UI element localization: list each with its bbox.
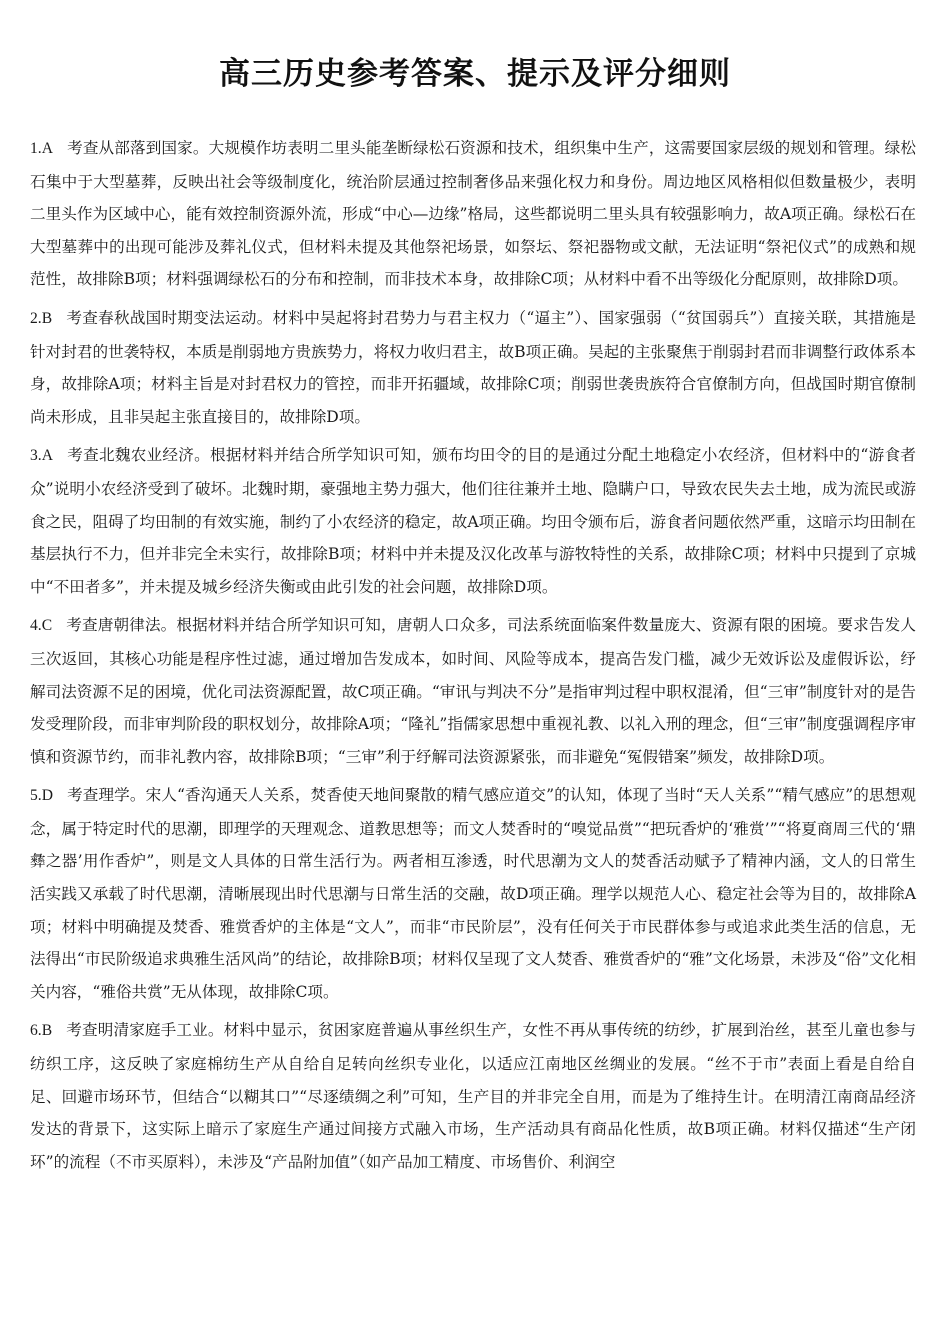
item-explanation: 考查理学。宋人“香沟通天人关系，焚香使天地间聚散的精气感应道交”的认知，体现了当时“天人关系”“精气感应”的思想观念，属于特定时代的思潮，即理学的天理观念、道教思想等；而文人焚香时的“嗅觉品赏”“把玩香炉的‘雅赏’”“将夏商周三代的‘鼎彝之器’用作香炉”，则是文人具体的日常生活行为。两者相互渗透，时代思潮为文人的焚香活动赋予了精神内涵，文人的日常生活实践又承载了时代思潮，清晰展现出时代思潮与日常生活的交融，故D项正确。理学以规范人心、稳定社会等为目的，故排除A项；材料中明确提及焚香、雅赏香炉的主体是“文人”，而非“市民阶层”，没有任何关于市民群体参与或追求此类生活的信息，无法得出“市民阶级追求典雅生活风尚”的结论，故排除B项；材料仅呈现了文人焚香、雅赏香炉的“雅”文化场景，未涉及“俗”文化相关内容，“雅俗共赏”无从体现，故排除C项。 [30,786,916,1001]
item-number: 4. [30,617,42,635]
item-explanation: 考查北魏农业经济。根据材料并结合所学知识可知，颁布均田令的目的是通过分配土地稳定小农经济，但材料中的“游食者众”说明小农经济受到了破坏。北魏时期，豪强地主势力强大，他们往往兼并土地、隐瞒户口，导致农民失去土地，成为流民或游食之民，阻碍了均田制的有效实施，制约了小农经济的稳定，故A项正确。均田令颁布后，游食者问题依然严重，这暗示均田制在基层执行不力，但并非完全未实行，故排除B项；材料中并未提及汉化改革与游牧特性的关系，故排除C项；材料中只提到了京城中“不田者多”，并未提及城乡经济失衡或由此引发的社会问题，故排除D项。 [30,446,916,596]
item-number: 2. [30,309,42,327]
item-explanation: 考查从部落到国家。大规模作坊表明二里头能垄断绿松石资源和技术，组织集中生产，这需要国家层级的规划和管理。绿松石集中于大型墓葬，反映出社会等级制度化，统治阶层通过控制奢侈品来强化权力和身份。周边地区风格相似但数量极少，表明二里头作为区域中心，能有效控制资源外流，形成“中心—边缘”格局，这些都说明二里头具有较强影响力，故A项正确。绿松石在大型墓葬中的出现可能涉及葬礼仪式，但材料未提及其他祭祀场景，如祭坛、祭祀器物或文献，无法证明“祭祀仪式”的成熟和规范性，故排除B项；材料强调绿松石的分布和控制，而非技术本身，故排除C项；从材料中看不出等级化分配原则，故排除D项。 [30,139,916,289]
item-explanation: 考查春秋战国时期变法运动。材料中吴起将封君势力与君主权力（“逼主”）、国家强弱（“贫国弱兵”）直接关联，其措施是针对封君的世袭特权，本质是削弱地方贵族势力，将权力收归君主，故B项正确。吴起的主张聚焦于削弱封君而非调整行政体系本身，故排除A项；材料主旨是对封君权力的管控，而非开拓疆域，故排除C项；削弱世袭贵族符合官僚制方向，但战国时期官僚制尚未形成，且非吴起主张直接目的，故排除D项。 [30,308,916,426]
answer-list [30,132,916,1184]
answer-item-2 [30,302,916,433]
item-number: 3. [30,447,42,465]
item-answer: D [41,787,53,805]
item-answer: B [41,1022,53,1040]
answer-item-3 [30,439,916,603]
answer-item-1 [30,132,916,296]
answer-item-5 [30,779,916,1008]
answer-item-6 [30,1014,916,1178]
item-explanation: 考查唐朝律法。根据材料并结合所学知识可知，唐朝人口众多，司法系统面临案件数量庞大、资源有限的困境。要求告发人三次返回，其核心功能是程序性过滤，通过增加告发成本，如时间、风险等成本，提高告发门槛，减少无效诉讼及虚假诉讼，纾解司法资源不足的困境，优化司法资源配置，故C项正确。“审讯与判决不分”是指审判过程中职权混淆，但“三审”制度针对的是告发受理阶段，而非审判阶段的职权划分，故排除A项；“隆礼”指儒家思想中重视礼教、以礼入刑的理念，但“三审”制度强调程序审慎和资源节约，而非礼教内容，故排除B项；“三审”利于纾解司法资源紧张，而非避免“冤假错案”频发，故排除D项。 [30,616,916,766]
item-number: 1. [30,140,42,157]
item-explanation: 考查明清家庭手工业。材料中显示，贫困家庭普遍从事丝织生产，女性不再从事传统的纺纱，扩展到治丝，甚至儿童也参与纺织工序，这反映了家庭棉纺生产从自给自足转向丝织专业化，以适应江南地区丝绸业的发展。“丝不于市”表面上看是自给自足、回避市场环节，但结合“以糊其口”“尽逐绩绸之利”可知，生产目的并非完全自用，而是为了维持生计。在明清江南商品经济发达的背景下，这实际上暗示了家庭生产通过间接方式融入市场，生产活动具有商品化性质，故B项正确。材料仅描述“生产闭环”的流程（不市买原料），未涉及“产品附加值”（如产品加工精度、市场售价、利润空 [30,1021,916,1171]
item-number: 5. [30,787,42,805]
item-answer: C [41,617,53,635]
item-number: 6. [30,1022,42,1040]
item-answer: B [41,309,53,327]
item-answer: A [41,140,53,157]
item-answer: A [41,447,53,465]
answer-item-4 [30,609,916,773]
document-title: 高三历史参考答案、提示及评分细则 [219,56,731,92]
